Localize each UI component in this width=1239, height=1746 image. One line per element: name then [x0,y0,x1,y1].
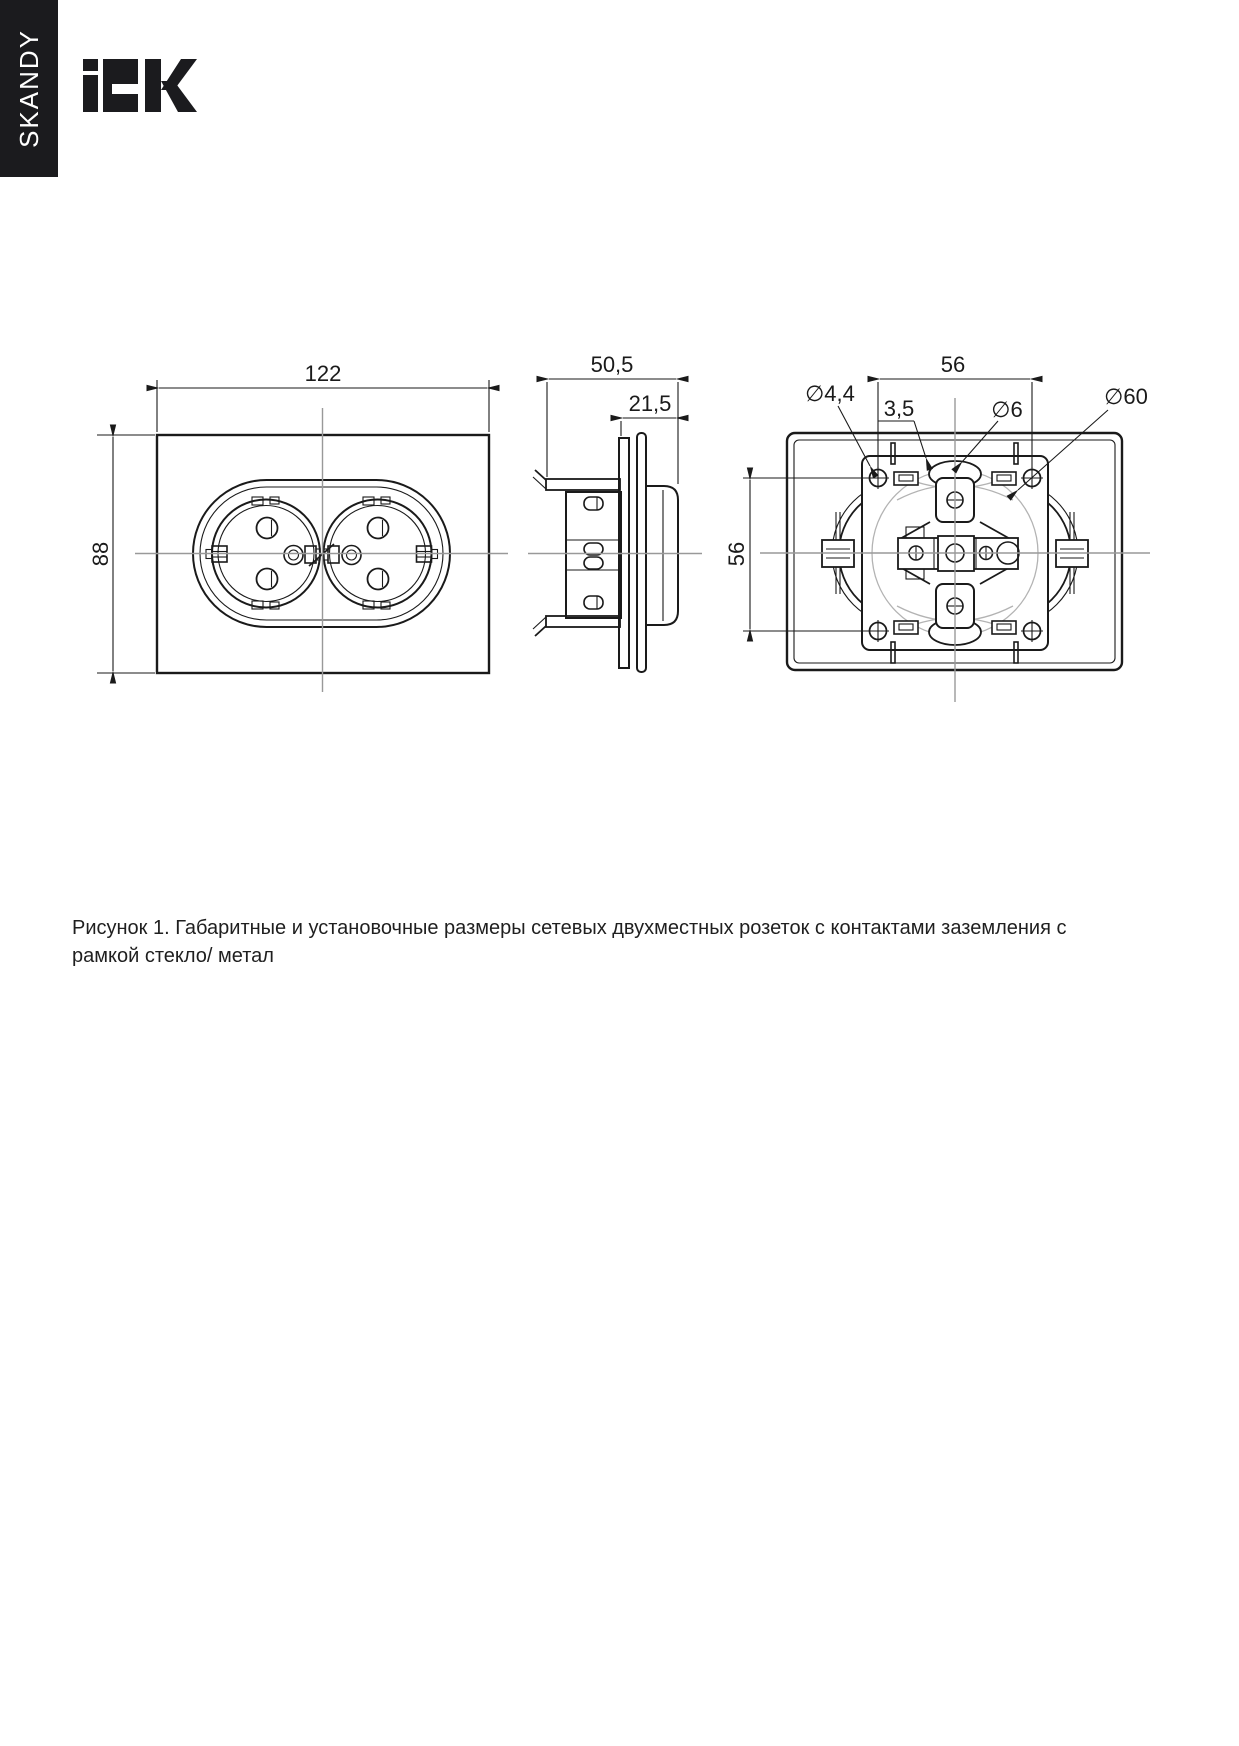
series-band-label: SKANDY [13,29,44,148]
rear-span-horizontal-label: 56 [940,352,966,377]
rear-claw-gap-label: 3,5 [883,396,915,421]
rear-screw-hole-label: ∅4,4 [805,381,855,406]
side-depth-label: 50,5 [590,352,634,377]
rear-claw-gap-callout [878,396,926,458]
rear-span-vertical-label: 56 [724,541,749,567]
figure-caption-line2: рамкой стекло/ метал [72,945,274,967]
side-view-drawing [528,352,702,672]
rear-view-drawing [724,352,1150,702]
front-view-drawing [88,361,508,692]
side-front-depth-dimension [621,391,676,436]
rear-screw-hole-callout [805,381,870,466]
rear-support-ring-label: ∅60 [1104,384,1148,409]
front-height-label: 88 [88,541,113,567]
front-width-label: 122 [304,361,342,386]
side-top-claw [533,470,620,490]
side-socket-cup [646,486,678,625]
figure-caption [72,914,1187,970]
rear-claw-screw-label: ∅6 [991,397,1023,422]
side-frame-bar [637,433,646,672]
figure-caption-line1: Рисунок 1. Габаритные и установочные размеры сетевых двухместных розеток с контактами заземления с [72,917,1067,939]
side-front-depth-label: 21,5 [628,391,672,416]
